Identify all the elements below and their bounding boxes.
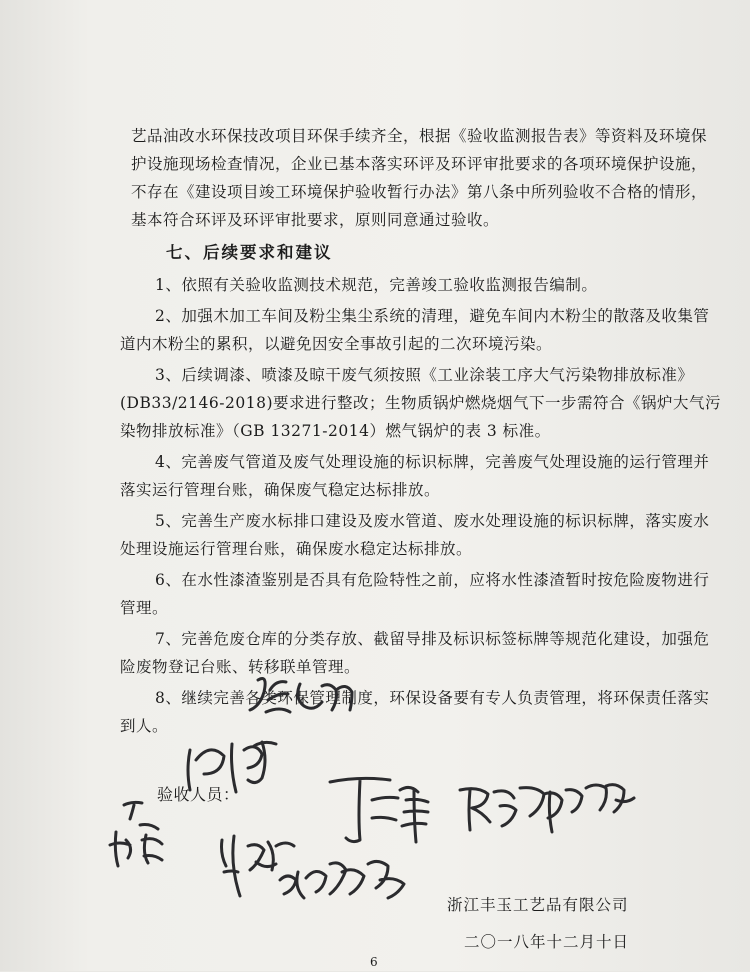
signature-label: 验收人员： — [157, 785, 240, 804]
intro-line: 艺品油改水环保技改项目环保手续齐全，根据《验收监测报告表》等资料及环境保 — [131, 127, 708, 145]
requirement-item-1: 1、依照有关验收监测技术规范，完善竣工验收监测报告编制。 — [155, 276, 598, 294]
signature-5 — [280, 861, 404, 898]
intro-line: 不存在《建设项目竣工环境保护验收暂行办法》第八条中所列验收不合格的情形， — [131, 183, 708, 201]
requirement-item-5: 5、完善生产废水标排口建设及废水管道、废水处理设施的标识标牌，落实废水 — [155, 512, 710, 530]
requirement-item-7-cont: 险废物登记台账、转移联单管理。 — [120, 658, 361, 676]
requirement-item-4-cont: 落实运行管理台账，确保废气稳定达标排放。 — [120, 481, 441, 499]
requirement-item-6-cont: 管理。 — [120, 599, 169, 617]
signature-4 — [222, 836, 295, 896]
requirement-item-8-cont: 到人。 — [120, 717, 169, 735]
requirement-item-2-cont: 道内木粉尘的累积，以避免因安全事故引起的二次环境污染。 — [120, 335, 553, 353]
document-date: 二〇一八年十二月十日 — [464, 933, 630, 951]
signature-3 — [110, 802, 162, 866]
company-name: 浙江丰玉工艺品有限公司 — [447, 896, 629, 914]
intro-line: 护设施现场检查情况，企业已基本落实环评及环评审批要求的各项环境保护设施， — [131, 155, 708, 173]
requirement-item-3: 3、后续调漆、喷漆及晾干废气须按照《工业涂装工序大气污染物排放标准》 — [155, 366, 694, 384]
signature-8 — [544, 785, 634, 832]
requirement-item-3-cont: (DB33/2146-2018)要求进行整改；生物质锅炉燃烧烟气下一步需符合《锅炉大气污 — [120, 394, 721, 412]
requirement-item-3-cont: 染物排放标准》（GB 13271-2014）燃气锅炉的表 3 标准。 — [120, 422, 551, 440]
requirement-item-4: 4、完善废气管道及废气处理设施的标识标牌，完善废气处理设施的运行管理并 — [155, 453, 710, 471]
requirement-item-8: 8、继续完善各类环保管理制度，环保设备要有专人负责管理，将环保责任落实 — [155, 689, 710, 707]
requirement-item-6: 6、在水性漆渣鉴别是否具有危险特性之前，应将水性漆渣暂时按危险废物进行 — [155, 571, 710, 589]
requirement-item-2: 2、加强木加工车间及粉尘集尘系统的清理，避免车间内木粉尘的散落及收集管 — [155, 307, 710, 325]
requirement-item-7: 7、完善危废仓库的分类存放、截留导排及标识标签标牌等规范化建设，加强危 — [155, 630, 710, 648]
signature-6 — [330, 778, 428, 842]
intro-line: 基本符合环评及环评审批要求，原则同意通过验收。 — [131, 211, 500, 229]
signature-7 — [460, 788, 544, 830]
section-heading: 七、后续要求和建议 — [166, 243, 333, 262]
page-number: 6 — [370, 955, 379, 969]
requirement-item-5-cont: 处理设施运行管理台账，确保废水稳定达标排放。 — [120, 540, 473, 558]
